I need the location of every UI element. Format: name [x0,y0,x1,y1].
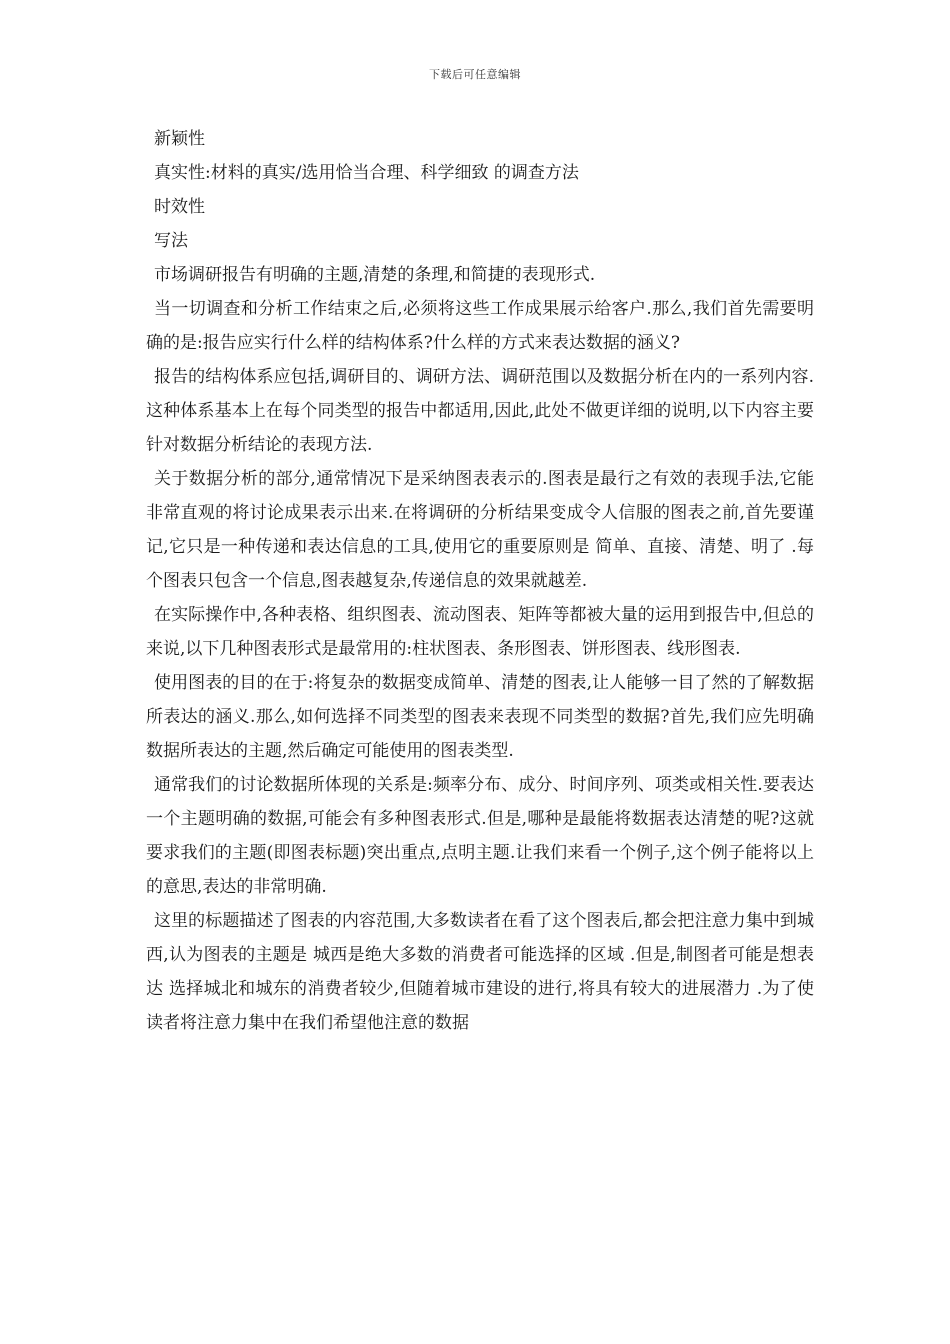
paragraph-title-example: 这里的标题描述了图表的内容范围,大多数读者在看了这个图表后,都会把注意力集中到城西,认为图表的主题是 城西是绝大多数的消费者可能选择的区域 .但是,制图者可能是想表达 选择城北和城东的消费者较少,但随着城市建设的进行,将具有较大的进展潜力 .为了使读者将注意力集中在我们希望他注意的数据 [146,911,814,1033]
paragraph-chart-purpose: 使用图表的目的在于:将复杂的数据变成简单、清楚的图表,让人能够一目了然的了解数据所表达的涵义.那么,如何选择不同类型的图表来表现不同类型的数据?首先,我们应先明确数据所表达的主题,然后确定可能使用的图表类型. [146,673,814,761]
paragraph-data-analysis-charts: 关于数据分析的部分,通常情况下是采纳图表表示的.图表是最行之有效的表现手法,它能非常直观的将讨论成果表示出来.在将调研的分析结果变成令人信服的图表之前,首先要谨记,它只是一种传递和表达信息的工具,使用它的重要原则是 简单、直接、清楚、明了 .每个图表只包含一个信息,图表越复杂,传递信息的效果就越差. [146,469,814,591]
paragraph-authenticity: 真实性:材料的真实/选用恰当合理、科学细致 的调查方法 [154,163,579,183]
document-body [146,122,814,1040]
paragraph-report-structure-question: 当一切调查和分析工作结束之后,必须将这些工作成果展示给客户.那么,我们首先需要明确的是:报告应实行什么样的结构体系?什么样的方式来表达数据的涵义? [146,299,814,353]
paragraph-data-relationships: 通常我们的讨论数据所体现的关系是:频率分布、成分、时间序列、项类或相关性.要表达一个主题明确的数据,可能会有多种图表形式.但是,哪种是最能将数据表达清楚的呢?这就要求我们的主题(即图表标题)突出重点,点明主题.让我们来看一个例子,这个例子能将以上的意思,表达的非常明确. [146,775,814,897]
paragraph-timeliness: 时效性 [154,197,205,217]
paragraph-novelty: 新颖性 [154,129,205,149]
paragraph-writing-method: 写法 [154,231,188,251]
paragraph-practical-operation: 在实际操作中,各种表格、组织图表、流动图表、矩阵等都被大量的运用到报告中,但总的来说,以下几种图表形式是最常用的:柱状图表、条形图表、饼形图表、线形图表. [146,605,814,659]
paragraph-report-theme: 市场调研报告有明确的主题,清楚的条理,和简捷的表现形式. [154,265,596,285]
page-header: 下载后可任意编辑 [429,68,521,81]
paragraph-structure-system: 报告的结构体系应包括,调研目的、调研方法、调研范围以及数据分析在内的一系列内容.这种体系基本上在每个同类型的报告中都适用,因此,此处不做更详细的说明,以下内容主要针对数据分析结论的表现方法. [146,367,814,455]
